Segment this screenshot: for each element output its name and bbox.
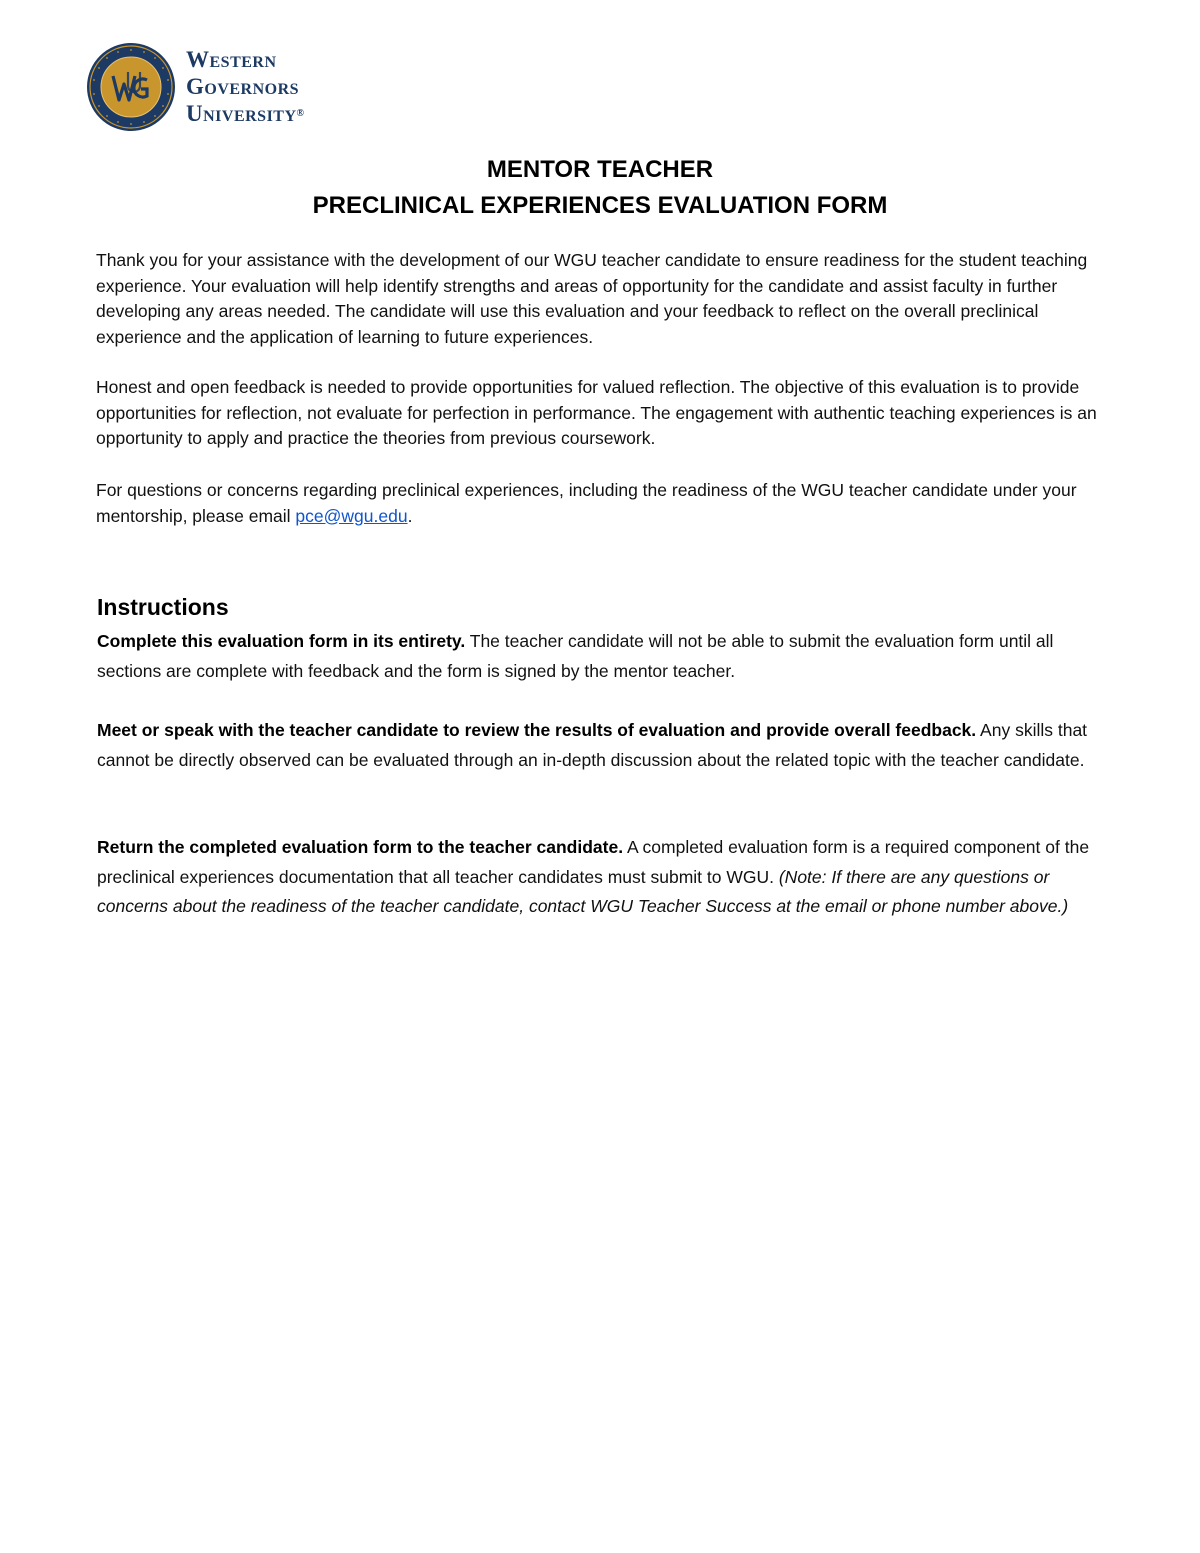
instruction-item-3 bbox=[97, 833, 1109, 922]
wordmark-line-2: Governors bbox=[186, 74, 300, 99]
instruction-2-text: Any skills that cannot be directly observed can be evaluated through an in-depth discussion about the related topic with the teacher candidate. bbox=[97, 720, 1088, 770]
instruction-3-note: (Note: If there are any questions or concerns about the readiness of the teacher candidate, contact WGU Teacher Success at the email or phone number above.) bbox=[97, 866, 1069, 916]
wgu-wordmark bbox=[186, 46, 346, 127]
registered-mark: ® bbox=[296, 108, 305, 119]
wgu-seal-icon bbox=[86, 42, 176, 132]
instruction-1-text: The teacher candidate will not be able to submit the evaluation form until all sections are complete with feedback and the form is signed by the mentor teacher. bbox=[97, 631, 1054, 681]
title-line-2: PRECLINICAL EXPERIENCES EVALUATION FORM bbox=[312, 192, 888, 219]
wordmark-line-3: University bbox=[186, 101, 297, 126]
page-title bbox=[0, 152, 1200, 224]
instruction-1-bold: Complete this evaluation form in its entirety. bbox=[97, 631, 466, 651]
email-link[interactable]: pce@wgu.edu bbox=[295, 505, 408, 526]
instruction-3-bold: Return the completed evaluation form to the teacher candidate. bbox=[97, 837, 624, 857]
intro-paragraph-2: Honest and open feedback is needed to provide opportunities for valued reflection. The objective of this evaluation is to provide opportunities for reflection, not evaluate for perfection in performance. The engagement with authentic teaching experiences is an opportunity to apply and practice the theories from previous coursework. bbox=[96, 377, 1097, 448]
wgu-logo bbox=[86, 42, 346, 134]
instruction-2-bold: Meet or speak with the teacher candidate to review the results of evaluation and provide overall feedback. bbox=[97, 720, 977, 740]
instruction-item-1 bbox=[97, 627, 1109, 686]
instruction-item-2 bbox=[97, 716, 1109, 775]
wordmark-line-1: Western bbox=[186, 47, 277, 72]
instruction-3-text: A completed evaluation form is a required component of the preclinical experiences documentation that all teacher candidates must submit to WGU. bbox=[97, 837, 1090, 887]
contact-text: For questions or concerns regarding preclinical experiences, including the readiness of the WGU teacher candidate under your mentorship, please email bbox=[96, 480, 1077, 526]
instructions-heading: Instructions bbox=[97, 594, 229, 620]
intro-paragraph-3 bbox=[96, 478, 1106, 529]
title-line-1: MENTOR TEACHER bbox=[486, 156, 714, 183]
contact-text-end: . bbox=[407, 505, 413, 526]
intro-paragraph-1: Thank you for your assistance with the development of our WGU teacher candidate to ensure readiness for the student teaching experience. Your evaluation will help identify strengths and areas of opportunity for the candidate and assist faculty in further developing any areas needed. The candidate will use this evaluation and your feedback to reflect on the overall preclinical experience and the application of learning to future experiences. bbox=[96, 250, 1088, 347]
